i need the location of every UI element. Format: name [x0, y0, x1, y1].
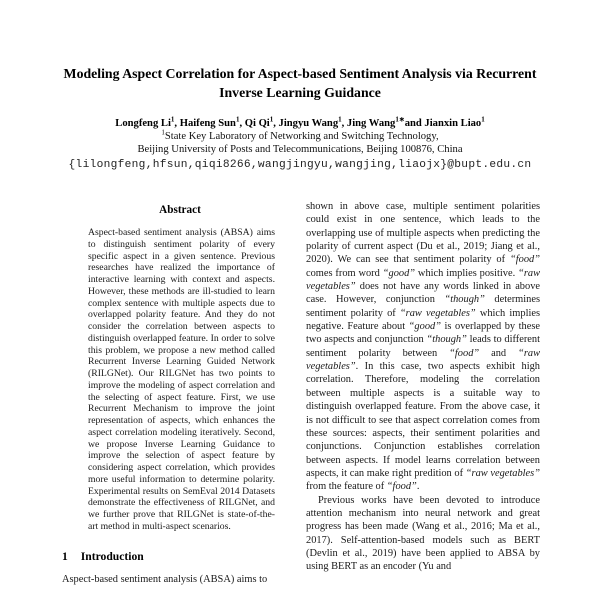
body-paragraph-previous-works: Previous works have been devoted to introduce attention mechanism into neural network and great progress has been made (Wang et al., 2016; Ma et al., 2017). Self-attention-based models such as BERT (Devlin et al., 2019) have been applied to ABSA by using BERT as an encoder (Yu and — [306, 494, 540, 573]
section-number: 1 — [62, 549, 68, 563]
right-column — [306, 200, 540, 600]
email-line: {lilongfeng,hfsun,qiqi8266,wangjingyu,wangjing,liaojx}@bupt.edu.cn — [68, 158, 532, 171]
section-title: Introduction — [80, 549, 144, 563]
paper-header — [0, 64, 600, 171]
affiliation-line-1: $^1$State Key Laboratory of Networking and Switching Technology, — [161, 128, 439, 142]
abstract-heading: Abstract — [159, 204, 201, 216]
introduction-paragraph: Aspect-based sentiment analysis (ABSA) aims to — [62, 573, 268, 585]
paper-title: Modeling Aspect Correlation for Aspect-based Sentiment Analysis via Recurrent Inverse Learning Guidance — [63, 66, 537, 100]
section-1-heading — [62, 550, 298, 563]
author-line: Longfeng Li$^1$, Haifeng Sun$^1$, Qi Qi$^1$, Jingyu Wang$^1$, Jing Wang$^{1∗}$and Jianxin Liao$^1$ — [115, 115, 485, 129]
left-column — [62, 200, 298, 600]
body-paragraph-continued: shown in above case, multiple sentiment polarities could exist in one sentence, which leads to the overlapping use of multiple aspects when predicting the polarity of current aspect (Du et al., 2019; Jiang et al., 2020). We can see that sentiment polarity of “food” comes from word “good” which implies positive. “raw vegetables” does not have any words linked in above case. However, conjunction “though” determines sentiment polarity of “raw vegetables” which implies negative. Feature about “good” is overlapped by these two aspects and conjunction “though” leads to different sentiment polarity between “food” and “raw vegetables”. In this case, two aspects exhibit high correlation. Therefore, modeling the correlation between multiple aspects is a suitable way to distinguish overlapped feature. From the above case, it is not difficult to see that aspect correlation comes from these sources: aspects, their sentiment polarities and conjunctions. Conjunction establishes correlation between aspects. If model learns correlation between aspects, it can make right predition of “raw vegetables” from the feature of “food”. — [306, 201, 540, 493]
affiliation-line-2: Beijing University of Posts and Telecommunications, Beijing 100876, China — [137, 144, 463, 156]
abstract-text: Aspect-based sentiment analysis (ABSA) aims to distinguish sentiment polarity of every specific aspect in a given sentence. Previous researches have realized the importance of interactive learning with context and aspects. However, these methods are ill-studied to learn complex sentence with multiple aspects due to overlapped polarity feature. And they do not consider the correlation between aspects to distinguish overlapped feature. In order to solve this problem, we propose a new method called Recurrent Inverse Learning Guided Network (RILGNet). Our RILGNet has two points to improve the modeling of aspect correlation and the selecting of aspect feature. First, we use Recurrent Mechanism to improve the joint representation of aspects, which enhances the aspect correlation modeling iteratively. Second, we propose Inverse Learning Guidance to improve the selection of aspect feature by considering aspect correlation, which provides more useful information to determine polarity. Experimental results on SemEval 2014 Datasets demonstrate the effectiveness of RILGNet, and we further prove that RILGNet is state-of-the-art method in multi-aspect scenarios. — [88, 227, 275, 532]
